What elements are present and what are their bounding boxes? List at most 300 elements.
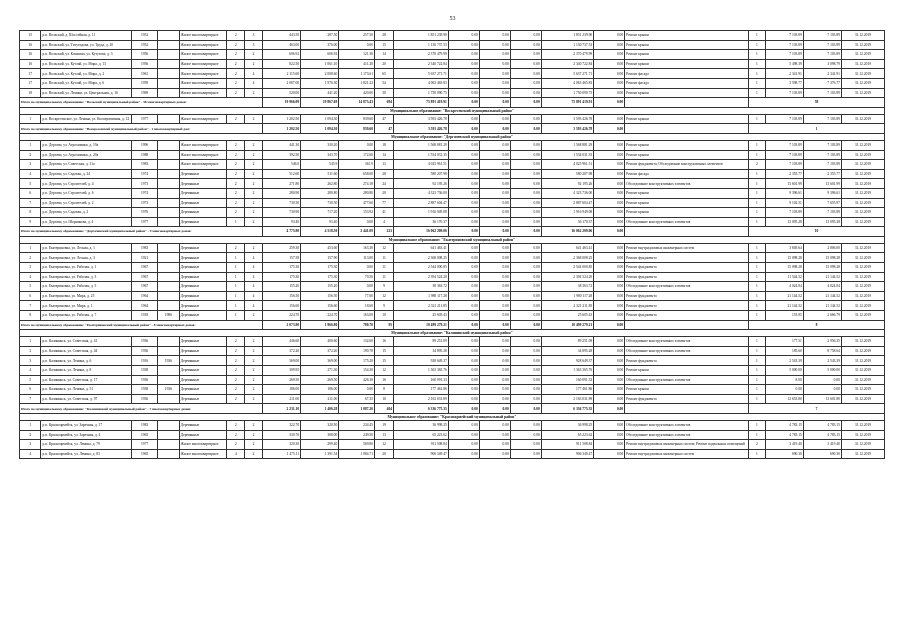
subtotal-cell: 58	[749, 98, 885, 108]
table-cell: 31.12.2019	[841, 272, 884, 282]
table-cell: 4 063 465.83	[541, 78, 593, 88]
table-cell: 224.70	[301, 311, 339, 321]
table-cell	[158, 366, 179, 376]
table-cell: 1921	[131, 253, 157, 263]
subtotal-cell: 3 593 426.78	[394, 124, 449, 134]
table-cell: 0.00	[479, 88, 510, 98]
subtotal-cell: 10 499 279.21	[394, 320, 449, 330]
table-cell: 153.92	[339, 208, 375, 218]
table-cell: 36 998.25	[394, 420, 449, 430]
table-cell: 0.00	[479, 253, 510, 263]
table-cell: 13 601.80	[803, 394, 841, 404]
table-cell: 2	[227, 88, 245, 98]
table-row	[20, 88, 885, 98]
table-cell: 12	[374, 243, 393, 253]
table-cell: 2	[227, 140, 245, 150]
table-cell: 20	[374, 59, 393, 69]
table-cell: 0.00	[594, 346, 625, 356]
table-cell: 0.00	[448, 311, 479, 321]
table-cell: 0.00	[479, 301, 510, 311]
table-cell: 0.00	[448, 59, 479, 69]
table-cell: р.п. Вольский, ул. Кошкина, ул. Кутузова, д. 3	[41, 50, 132, 60]
table-cell: Ремонт крыши	[625, 385, 749, 395]
table-cell: 31.12.2019	[841, 346, 884, 356]
table-cell: 4	[245, 272, 263, 282]
table-row	[20, 253, 885, 263]
table-cell: 92 195.26	[394, 179, 449, 189]
table-cell: 186.00	[301, 385, 339, 395]
table-cell: Ремонт крыши	[625, 88, 749, 98]
table-cell: р.п. Екатериновка, ул. Рабочая, д. 1	[41, 263, 132, 273]
table-cell: 1	[749, 179, 766, 189]
table-cell: 0.00	[479, 198, 510, 208]
table-cell: 0.00	[479, 208, 510, 218]
table-cell: Жилое многоквартирное	[179, 150, 227, 160]
table-cell: 4 783.15	[765, 420, 803, 430]
subtotal-cell: 0.00	[479, 404, 510, 414]
table-cell: 1 851 239.90	[394, 31, 449, 41]
table-cell: 9 396.61	[803, 188, 841, 198]
table-cell: 2 544 000.85	[541, 263, 593, 273]
table-cell: Ремонт крыши	[625, 50, 749, 60]
table-cell: Жилое многоквартирное	[179, 69, 227, 79]
table-cell: 175.20	[339, 356, 375, 366]
table-cell: Обследование конструктивных элементов	[625, 179, 749, 189]
table-cell: 2	[749, 160, 766, 170]
table-cell: 4	[20, 366, 41, 376]
table-cell: 928 649.37	[541, 356, 593, 366]
table-cell: 10	[374, 311, 393, 321]
table-cell: 31.12.2019	[841, 263, 884, 273]
table-cell: 0.00	[594, 311, 625, 321]
table-cell: 18.60	[339, 301, 375, 311]
table-cell: 0.00	[479, 272, 510, 282]
table-cell: 2	[245, 217, 263, 227]
table-cell: 1	[749, 346, 766, 356]
table-cell: 2	[245, 160, 263, 170]
table-cell: р.п. Красноармейск, ул. Ленина, д. 79	[41, 440, 132, 450]
table-cell: 4 025 961.51	[394, 160, 449, 170]
table-cell: 2	[245, 440, 263, 450]
table-cell: р.п. Воскресенское, ул. Ленина, ул. Кооперативная, д. 12	[41, 114, 132, 124]
table-cell: 155.20	[263, 282, 301, 292]
subtotal-cell: 4 775.90	[263, 227, 301, 237]
table-cell: 0.00	[339, 140, 375, 150]
table-cell: 31.12.2019	[841, 179, 884, 189]
table-cell: Деревянные	[179, 253, 227, 263]
table-cell: 1 851 239.90	[541, 31, 593, 41]
table-cell: 1	[749, 40, 766, 50]
table-cell: 4	[374, 217, 393, 227]
table-cell: 0.00	[448, 188, 479, 198]
table-cell	[158, 198, 179, 208]
subtotal-cell: 1 202.50	[263, 124, 301, 134]
table-cell: 1	[749, 394, 766, 404]
table-cell: 31.12.2019	[841, 420, 884, 430]
table-row	[20, 301, 885, 311]
table-cell: Обследование конструктивных элементов	[625, 375, 749, 385]
table-cell: 0.00	[448, 385, 479, 395]
table-cell: 906 349.47	[541, 449, 593, 459]
table-cell: 839.60	[339, 114, 375, 124]
table-cell: Жилое многоквартирное	[179, 31, 227, 41]
table-cell: 15	[374, 40, 393, 50]
subtotal-cell: 0.00	[510, 98, 541, 108]
table-cell: 0.00	[594, 337, 625, 347]
table-cell: 2	[245, 188, 263, 198]
table-cell: 0.00	[510, 440, 541, 450]
table-cell: Деревянные	[179, 179, 227, 189]
subtotal-cell: 2 073.90	[263, 320, 301, 330]
table-cell	[158, 88, 179, 98]
table-cell: 1956	[131, 59, 157, 69]
table-cell: 0.00	[448, 449, 479, 459]
table-cell: 0.00	[594, 150, 625, 160]
table-row	[20, 366, 885, 376]
table-cell: 1 568 881.29	[394, 140, 449, 150]
table-cell: 2	[245, 50, 263, 60]
table-cell: 1 821.22	[339, 78, 375, 88]
table-cell: 172.60	[339, 150, 375, 160]
table-cell: 372.20	[263, 346, 301, 356]
table-cell: 234.45	[339, 420, 375, 430]
table-cell: 4 024.84	[765, 282, 803, 292]
table-cell: Ремонт фундамента	[625, 311, 749, 321]
table-cell: 1	[227, 217, 245, 227]
table-row	[20, 356, 885, 366]
table-cell	[158, 160, 179, 170]
table-cell: Ремонт крыши	[625, 208, 749, 218]
table-cell: 0.00	[479, 311, 510, 321]
table-cell: 690.30	[765, 449, 803, 459]
table-cell: 2	[227, 198, 245, 208]
subtotal-row	[20, 227, 885, 237]
table-cell: 175.30	[263, 272, 301, 282]
table-cell: Деревянные	[179, 311, 227, 321]
table-cell: 0.00	[479, 217, 510, 227]
subtotal-cell: 10	[749, 227, 885, 237]
table-cell: 0.00	[510, 169, 541, 179]
table-cell: 31.12.2019	[841, 160, 884, 170]
municipality-header-row	[20, 330, 885, 337]
table-cell: 1 363 365.76	[394, 366, 449, 376]
table-cell: 1983	[131, 243, 157, 253]
table-row	[20, 243, 885, 253]
table-cell: Ремонт фундамента	[625, 291, 749, 301]
table-cell: 31.12.2019	[841, 366, 884, 376]
table-row	[20, 140, 885, 150]
table-cell: 0.00	[594, 263, 625, 273]
table-cell: 65 223.62	[541, 430, 593, 440]
table-cell: 2 163 031.89	[541, 394, 593, 404]
table-cell: 2	[245, 169, 263, 179]
table-cell	[158, 440, 179, 450]
table-cell: 1 980 117.28	[541, 291, 593, 301]
table-cell: 3 098.79	[803, 59, 841, 69]
municipality-title: Муниципальное образование: "Красноармейский муниципальный район"	[20, 413, 885, 420]
table-cell: 2	[245, 356, 263, 366]
subtotal-cell: 1 094.30	[301, 124, 339, 134]
table-row	[20, 420, 885, 430]
table-cell: 3 419.40	[803, 440, 841, 450]
table-row	[20, 208, 885, 218]
table-row	[20, 179, 885, 189]
table-cell: 7 103.89	[765, 160, 803, 170]
table-cell: р.п. Калининск, ул. Советская, д. 17	[41, 375, 132, 385]
table-cell: 372.20	[301, 346, 339, 356]
table-cell: 186.00	[263, 385, 301, 395]
table-cell: 2	[245, 114, 263, 124]
table-cell	[158, 346, 179, 356]
table-cell: 77.60	[339, 291, 375, 301]
table-cell: 2	[227, 40, 245, 50]
table-cell: 1	[20, 420, 41, 430]
table-cell: 9	[374, 282, 393, 292]
table-cell: 21 144.52	[803, 301, 841, 311]
table-cell: 1	[749, 59, 766, 69]
table-cell: 4 783.15	[765, 430, 803, 440]
table-cell: 0.00	[510, 160, 541, 170]
table-cell: 1 750 090.75	[541, 88, 593, 98]
table-cell: 4	[227, 449, 245, 459]
table-cell: 0.00	[479, 31, 510, 41]
table-cell: 1	[227, 311, 245, 321]
subtotal-row	[20, 320, 885, 330]
table-cell: 0.00	[510, 217, 541, 227]
table-cell: 0.00	[594, 188, 625, 198]
table-cell: 2	[227, 243, 245, 253]
table-cell: Ремонт крыши	[625, 40, 749, 50]
table-cell: 8 758.64	[803, 346, 841, 356]
table-cell: 7 103.89	[803, 208, 841, 218]
table-cell: 0.00	[339, 282, 375, 292]
subtotal-cell: 0.00	[479, 98, 510, 108]
table-cell	[158, 69, 179, 79]
table-cell: 65 223.62	[394, 430, 449, 440]
table-cell: 1936	[131, 337, 157, 347]
table-cell: 31.12.2019	[841, 449, 884, 459]
table-cell: 259.30	[263, 243, 301, 253]
table-cell: р.п. Дергачи, ул. Советская, д. 31а	[41, 160, 132, 170]
table-row	[20, 375, 885, 385]
table-row	[20, 169, 885, 179]
table-cell: 641 463.41	[541, 243, 593, 253]
table-row	[20, 160, 885, 170]
table-cell: 2	[245, 140, 263, 150]
table-cell: 2 806.00	[803, 243, 841, 253]
table-cell: 153.95	[765, 311, 803, 321]
table-cell: 1918	[131, 311, 157, 321]
table-cell: 185.60	[765, 346, 803, 356]
table-cell: 0.00	[448, 440, 479, 450]
table-cell: 5	[20, 282, 41, 292]
table-cell: 31.12.2019	[841, 69, 884, 79]
table-cell: 0.00	[594, 301, 625, 311]
table-cell	[158, 188, 179, 198]
table-cell: 0.00	[594, 179, 625, 189]
table-cell: 28	[374, 169, 393, 179]
table-cell: 6	[20, 291, 41, 301]
table-cell: 1	[749, 430, 766, 440]
table-cell: 2	[245, 150, 263, 160]
table-cell: 93.40	[301, 217, 339, 227]
table-cell: 0.00	[594, 78, 625, 88]
table-cell: 1977	[131, 440, 157, 450]
table-cell: 0.00	[448, 78, 479, 88]
table-cell: 463.00	[263, 40, 301, 50]
table-cell: 0.00	[594, 40, 625, 50]
table-cell: 7 103.89	[803, 140, 841, 150]
table-cell: 0.00	[594, 169, 625, 179]
subtotal-cell: 75 891 419.91	[541, 98, 593, 108]
table-cell: 16	[20, 59, 41, 69]
table-cell: 1 094.30	[301, 114, 339, 124]
table-cell: Ремонт внутридомовых инженерных систем; Ремонт подвальных помещений	[625, 440, 749, 450]
table-cell: 477.60	[339, 198, 375, 208]
subtotal-cell: 19 867.69	[301, 98, 339, 108]
subtotal-label: Итого по муниципальному образованию: "Екатериновский муниципальный район" - 8 многоквартирных домов:	[20, 320, 263, 330]
table-cell: Жилое многоквартирное	[179, 88, 227, 98]
table-cell: 0.00	[594, 208, 625, 218]
table-cell: 0.00	[510, 291, 541, 301]
table-cell: 2 887 604.47	[394, 198, 449, 208]
table-cell: Ремонт крыши	[625, 150, 749, 160]
table-cell: 0.00	[594, 366, 625, 376]
table-cell: 0.00	[479, 114, 510, 124]
table-cell: 5 637 271.71	[541, 69, 593, 79]
table-cell: 38 363.72	[394, 282, 449, 292]
subtotal-cell: 0.00	[594, 320, 625, 330]
table-cell: 70.50	[339, 272, 375, 282]
table-cell: 2	[227, 346, 245, 356]
table-cell: 2	[245, 394, 263, 404]
table-cell: р.п. Екатериновка, ул. Рабочая, д. 5	[41, 282, 132, 292]
table-cell: 16	[374, 375, 393, 385]
table-cell: 2	[227, 366, 245, 376]
table-cell: Ремонт фундамента	[625, 263, 749, 273]
subtotal-cell: 7	[749, 404, 885, 414]
table-cell	[158, 31, 179, 41]
table-cell: 15 098.28	[765, 253, 803, 263]
table-cell: 1	[749, 282, 766, 292]
table-cell	[158, 40, 179, 50]
table-cell: 36 998.25	[541, 420, 593, 430]
subtotal-cell: 1	[749, 124, 885, 134]
table-cell: 10	[374, 394, 393, 404]
table-row	[20, 311, 885, 321]
subtotal-cell: 1 087.20	[339, 404, 375, 414]
table-cell: 7 376.77	[803, 78, 841, 88]
table-cell: Ремонт внутридомовых инженерных систем	[625, 449, 749, 459]
table-cell: 1	[749, 78, 766, 88]
table-cell: 11	[374, 263, 393, 273]
table-cell: 31.12.2019	[841, 114, 884, 124]
table-cell: 2 340 722.84	[541, 59, 593, 69]
subtotal-cell: 14 873.43	[339, 98, 375, 108]
table-cell: 1 130 737.53	[541, 40, 593, 50]
table-cell: 0.00	[479, 291, 510, 301]
table-cell: р.п. Калининск, ул. Советская, д. 44	[41, 346, 132, 356]
subtotal-cell: 4 518.50	[301, 227, 339, 237]
table-cell: 11	[374, 272, 393, 282]
table-cell	[158, 253, 179, 263]
table-cell: 13 601.99	[803, 179, 841, 189]
table-cell: Жилое многоквартирное	[179, 50, 227, 60]
table-cell: 1	[749, 356, 766, 366]
subtotal-cell	[625, 404, 749, 414]
subtotal-cell: 0.00	[594, 227, 625, 237]
table-cell: 0.00	[594, 50, 625, 60]
table-cell: 4 783.15	[803, 420, 841, 430]
table-cell: Деревянные	[179, 188, 227, 198]
table-cell: 154.30	[339, 366, 375, 376]
table-cell: р.п. Вольский, ул. Кутлай, ул. Мира, д. 6	[41, 78, 132, 88]
table-cell: 7 103.89	[765, 88, 803, 98]
table-cell: 14	[374, 150, 393, 160]
table-cell: 1	[227, 253, 245, 263]
table-cell: Деревянные	[179, 198, 227, 208]
table-row	[20, 188, 885, 198]
table-cell: 2 321 211.85	[541, 301, 593, 311]
table-cell: 2	[227, 420, 245, 430]
table-cell: 1 391.54	[301, 449, 339, 459]
subtotal-cell: 0.00	[448, 404, 479, 414]
table-cell: 911 508.84	[394, 440, 449, 450]
table-cell: 1936	[131, 394, 157, 404]
table-cell: 1938	[131, 385, 157, 395]
table-row	[20, 40, 885, 50]
table-cell: р.п. Калининск, ул. Ленина, д. 51	[41, 385, 132, 395]
table-cell: 156.50	[301, 291, 339, 301]
table-cell: р.п. Калининск, ул. Ленина, д. 6	[41, 356, 132, 366]
table-row	[20, 69, 885, 79]
table-cell: 31.12.2019	[841, 291, 884, 301]
table-cell: 1983	[131, 420, 157, 430]
table-cell: 0.00	[510, 375, 541, 385]
table-cell	[158, 140, 179, 150]
subtotal-cell: 223	[374, 227, 393, 237]
table-cell: 2	[227, 430, 245, 440]
table-cell: 271.30	[301, 366, 339, 376]
table-cell: 2	[227, 160, 245, 170]
table-cell: 2 341.91	[803, 69, 841, 79]
table-cell: 343.70	[301, 150, 339, 160]
table-cell: 262.80	[301, 179, 339, 189]
table-cell: 13	[374, 430, 393, 440]
table-cell: 175.30	[263, 263, 301, 273]
table-cell: 0.00	[339, 385, 375, 395]
table-cell: 3	[245, 40, 263, 50]
table-cell: 0.00	[479, 59, 510, 69]
table-cell: 320.50	[301, 420, 339, 430]
table-cell: 7 103.89	[765, 50, 803, 60]
table-cell: 2	[20, 346, 41, 356]
table-cell: 0.00	[339, 217, 375, 227]
table-cell: 361.9	[339, 160, 375, 170]
table-cell: 211.00	[301, 394, 339, 404]
table-cell: 392.50	[263, 150, 301, 160]
table-row	[20, 282, 885, 292]
table-cell: 0.00	[510, 385, 541, 395]
table-cell: 1 916 949.08	[394, 208, 449, 218]
municipality-title: Муниципальное образование: "Калининский муниципальный район"	[20, 330, 885, 337]
table-cell: 2	[245, 366, 263, 376]
table-cell: 2	[227, 394, 245, 404]
table-cell: 0.00	[510, 301, 541, 311]
table-cell: 4	[245, 253, 263, 263]
table-cell: 8	[20, 208, 41, 218]
table-cell: 1	[749, 31, 766, 41]
